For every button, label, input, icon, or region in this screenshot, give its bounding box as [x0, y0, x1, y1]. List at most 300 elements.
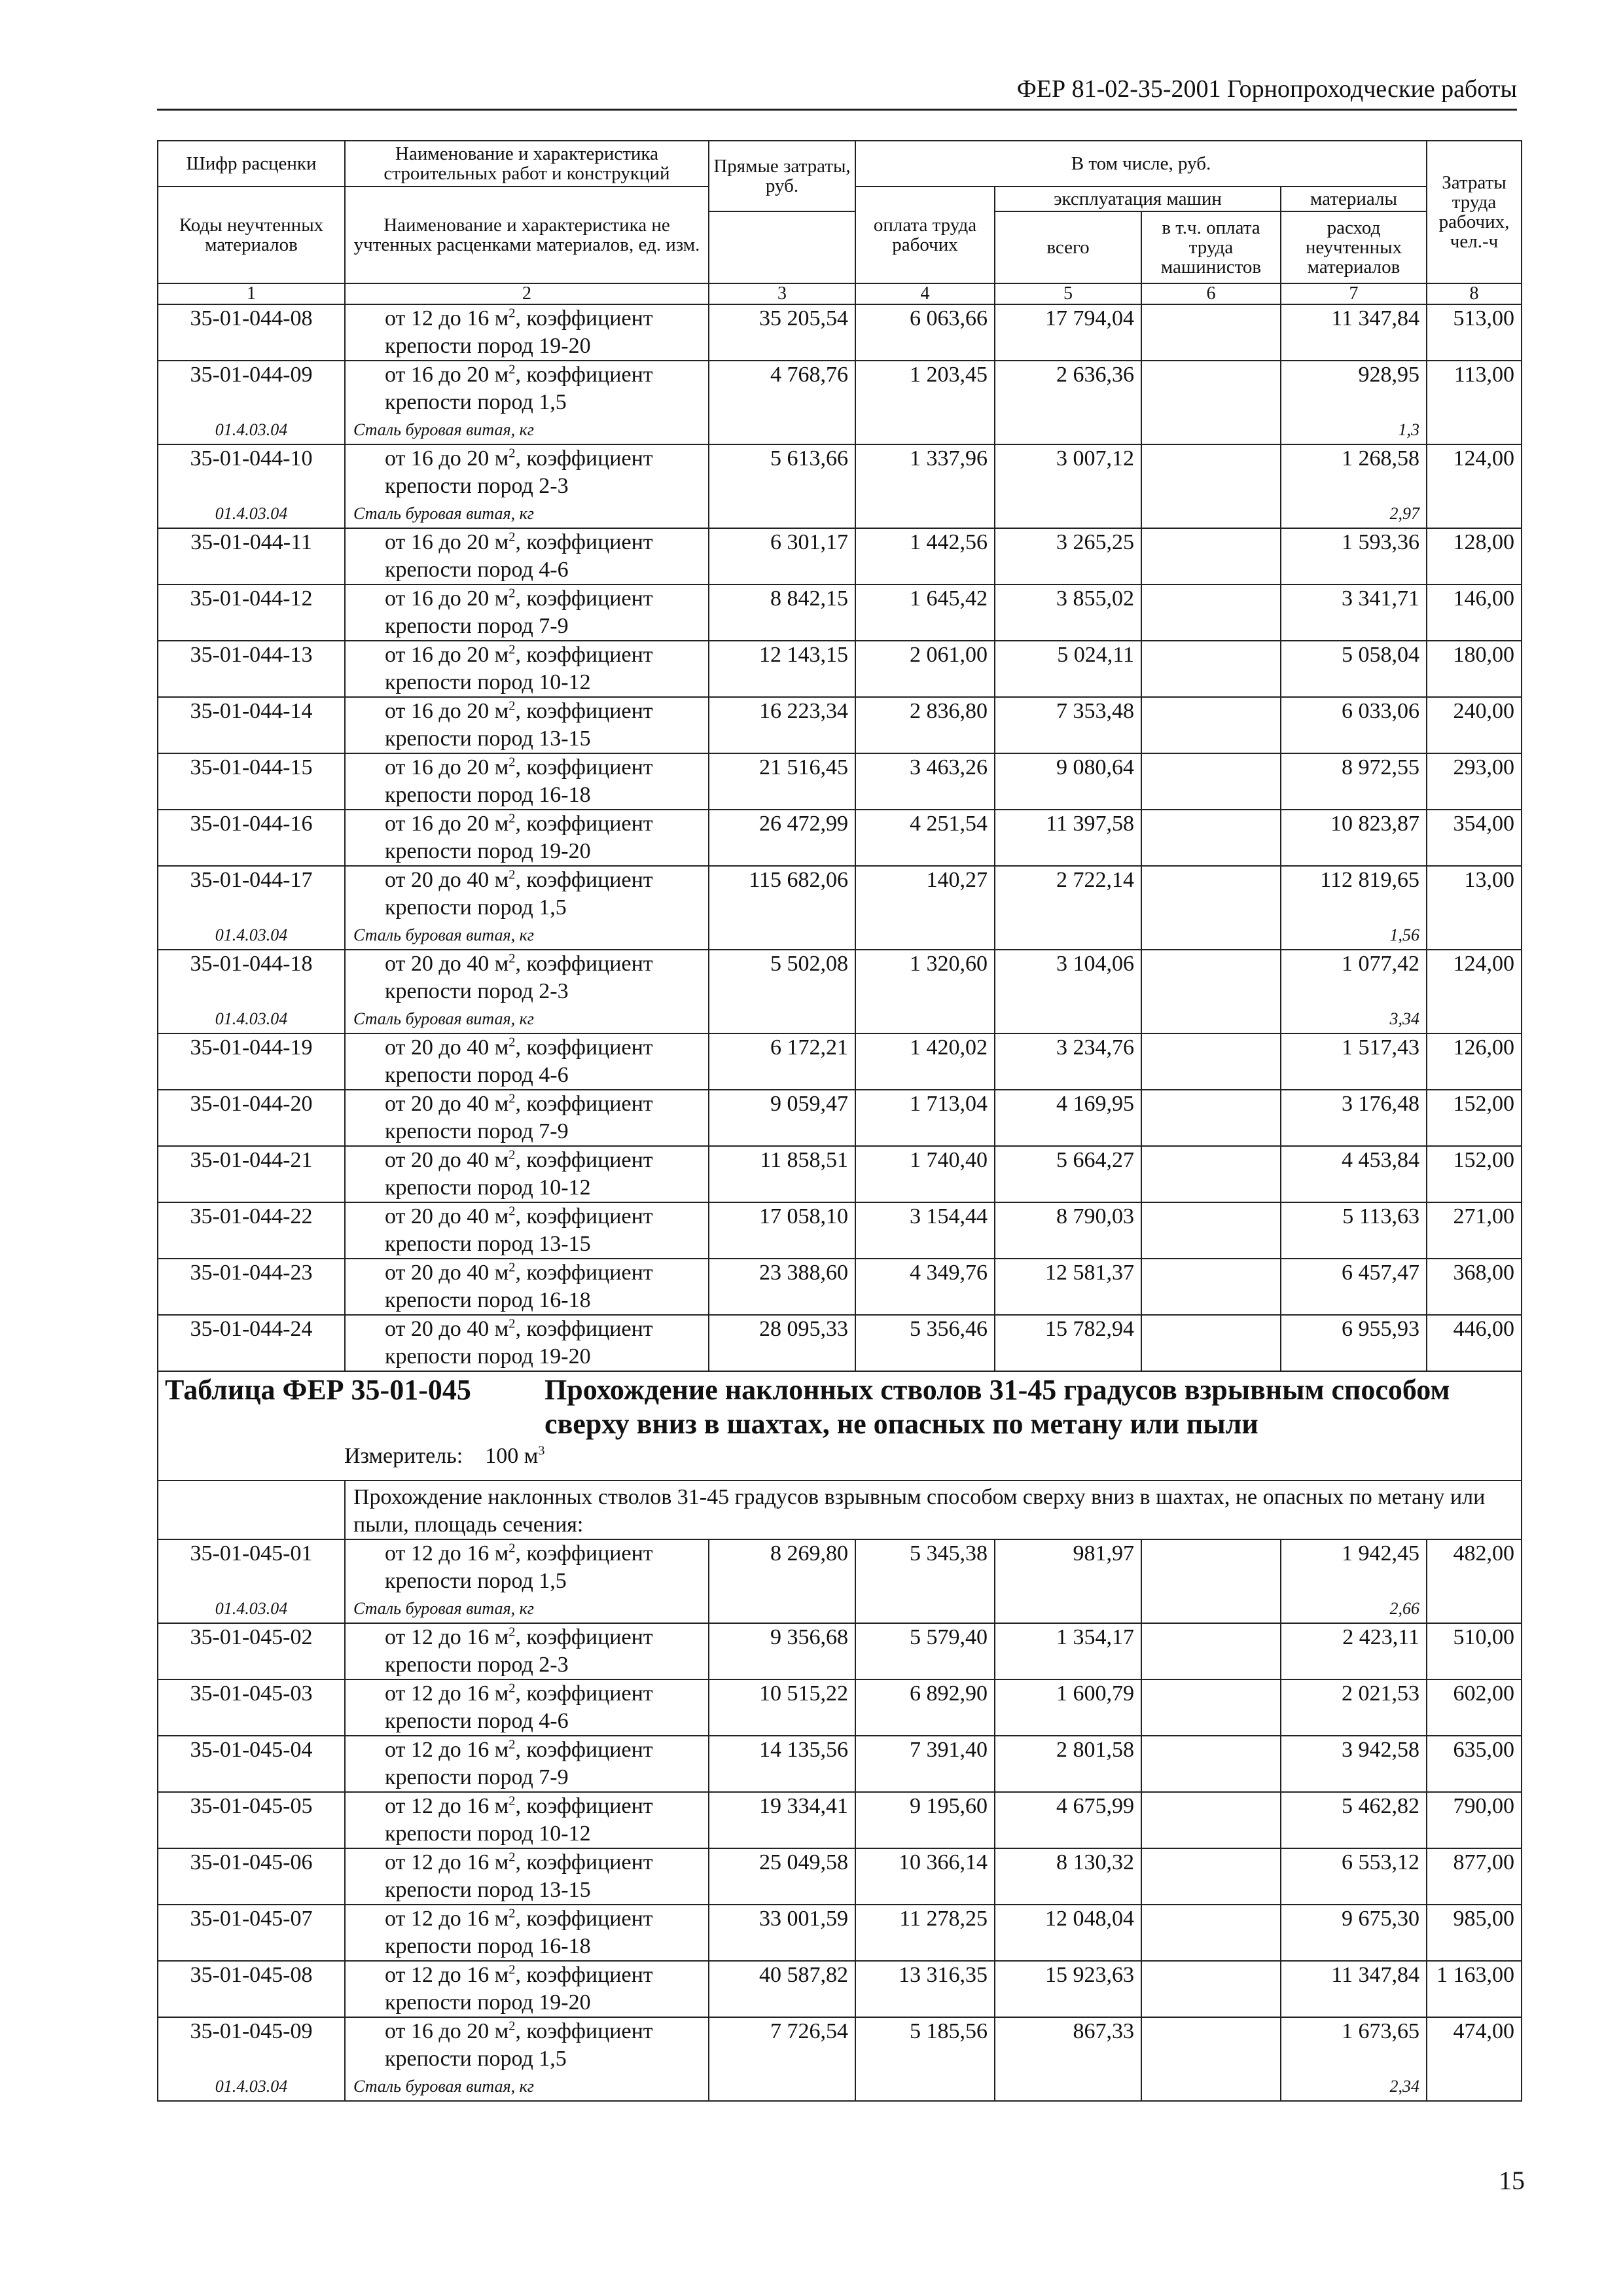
empty-cell — [995, 1598, 1141, 1623]
work-name-line1-rest: , коэффициент — [515, 363, 653, 387]
machine-wage-costs — [1141, 1033, 1281, 1090]
labor-costs: 510,00 — [1427, 1623, 1522, 1679]
table-row — [158, 1905, 1522, 1961]
table-row — [158, 1315, 1522, 1371]
unit-square-sup: 2 — [508, 1035, 516, 1050]
desc-empty — [158, 1480, 345, 1539]
table-045-description: Прохождение наклонных стволов 31-45 градусов взрывным способом сверху вниз в шахтах, не опасных по метану или пыли, площадь сечения: — [345, 1480, 1522, 1539]
labor-costs: 446,00 — [1427, 1315, 1522, 1371]
material-subrow — [158, 1009, 1522, 1033]
machine-costs: 3 104,06 — [995, 950, 1141, 1009]
machine-wage-costs — [1141, 361, 1281, 420]
rate-code: 35-01-045-07 — [158, 1905, 345, 1961]
colnum: 2 — [345, 283, 709, 304]
rate-code: 35-01-045-03 — [158, 1679, 345, 1736]
unit-square-sup: 2 — [508, 1541, 516, 1556]
unit-square-sup: 2 — [508, 586, 516, 601]
rate-code: 35-01-044-08 — [158, 304, 345, 361]
work-name-line1-rest: , коэффициент — [515, 1681, 653, 1706]
rate-code: 35-01-044-21 — [158, 1146, 345, 1202]
material-qty: 2,34 — [1281, 2076, 1427, 2101]
machine-costs: 11 397,58 — [995, 810, 1141, 866]
work-description — [345, 1736, 709, 1792]
rate-code: 35-01-045-02 — [158, 1623, 345, 1679]
work-name-line2: крепости пород 1,5 — [385, 895, 567, 920]
machine-wage-costs — [1141, 1679, 1281, 1736]
unit-square-sup: 2 — [508, 811, 516, 826]
rate-code: 35-01-044-17 — [158, 866, 345, 925]
work-name-line2: крепости пород 1,5 — [385, 390, 567, 414]
work-description — [345, 697, 709, 753]
material-subrow — [158, 1598, 1522, 1623]
material-subrow — [158, 503, 1522, 528]
work-name-line2: крепости пород 7-9 — [385, 614, 569, 638]
work-name-line1-rest: , коэффициент — [515, 643, 653, 667]
work-name-line1-rest: , коэффициент — [515, 1794, 653, 1818]
material-costs: 1 942,45 — [1281, 1539, 1427, 1598]
labor-costs: 113,00 — [1427, 361, 1522, 420]
work-name-line1-rest: , коэффициент — [515, 755, 653, 780]
work-name-line2: крепости пород 1,5 — [385, 1569, 567, 1593]
direct-costs: 16 223,34 — [709, 697, 855, 753]
machine-costs: 2 801,58 — [995, 1736, 1141, 1792]
work-description — [345, 1961, 709, 2017]
empty-cell — [855, 420, 995, 444]
direct-costs: 8 269,80 — [709, 1539, 855, 1598]
table-045-description-row — [158, 1480, 1522, 1539]
direct-costs: 17 058,10 — [709, 1202, 855, 1259]
material-costs: 1 268,58 — [1281, 444, 1427, 503]
unit-square-sup: 2 — [508, 1147, 516, 1162]
head-materials: материалы — [1281, 187, 1427, 211]
page-number: 15 — [1499, 2166, 1525, 2195]
material-costs: 5 462,82 — [1281, 1792, 1427, 1848]
wage-costs: 5 185,56 — [855, 2017, 995, 2076]
work-description — [345, 2017, 709, 2076]
unit-square-sup: 2 — [508, 1962, 516, 1977]
work-name-line1: от 12 до 16 м — [385, 1625, 509, 1649]
work-name-line1: от 20 до 40 м — [385, 1204, 509, 1229]
work-description — [345, 1905, 709, 1961]
empty-cell — [855, 1009, 995, 1033]
work-name-line1-rest: , коэффициент — [515, 1907, 653, 1931]
machine-wage-costs — [1141, 1848, 1281, 1905]
material-costs: 1 673,65 — [1281, 2017, 1427, 2076]
machine-costs: 1 354,17 — [995, 1623, 1141, 1679]
direct-costs: 6 301,17 — [709, 528, 855, 584]
work-description — [345, 1033, 709, 1090]
work-description — [345, 1679, 709, 1736]
table-row — [158, 1259, 1522, 1315]
work-description — [345, 641, 709, 697]
empty-cell — [709, 2076, 855, 2101]
direct-costs: 5 502,08 — [709, 950, 855, 1009]
material-code: 01.4.03.04 — [158, 1598, 345, 1623]
labor-costs: 790,00 — [1427, 1792, 1522, 1848]
table-row — [158, 697, 1522, 753]
machine-wage-costs — [1141, 2017, 1281, 2076]
wage-costs: 6 063,66 — [855, 304, 995, 361]
rate-code: 35-01-045-06 — [158, 1848, 345, 1905]
work-name-line2: крепости пород 4-6 — [385, 558, 569, 582]
machine-wage-costs — [1141, 1315, 1281, 1371]
direct-costs: 28 095,33 — [709, 1315, 855, 1371]
labor-costs: 126,00 — [1427, 1033, 1522, 1090]
direct-costs: 21 516,45 — [709, 753, 855, 810]
rate-code: 35-01-044-15 — [158, 753, 345, 810]
material-qty: 2,66 — [1281, 1598, 1427, 1623]
material-subrow — [158, 2076, 1522, 2101]
work-description — [345, 866, 709, 925]
measure-sup: 3 — [538, 1443, 545, 1458]
work-description — [345, 584, 709, 641]
labor-costs: 240,00 — [1427, 697, 1522, 753]
machine-costs: 867,33 — [995, 2017, 1141, 2076]
material-costs: 2 021,53 — [1281, 1679, 1427, 1736]
work-description — [345, 1623, 709, 1679]
table-row — [158, 1736, 1522, 1792]
table-row — [158, 1792, 1522, 1848]
table-row — [158, 1623, 1522, 1679]
wage-costs: 5 579,40 — [855, 1623, 995, 1679]
table-row — [158, 1539, 1522, 1598]
rate-code: 35-01-045-04 — [158, 1736, 345, 1792]
labor-costs: 1 163,00 — [1427, 1961, 1522, 2017]
work-name-line2: крепости пород 2-3 — [385, 979, 569, 1003]
material-qty: 3,34 — [1281, 1009, 1427, 1033]
labor-costs: 474,00 — [1427, 2017, 1522, 2076]
rate-code: 35-01-044-18 — [158, 950, 345, 1009]
work-description — [345, 1539, 709, 1598]
colnum: 5 — [995, 283, 1141, 304]
table-row — [158, 641, 1522, 697]
rate-code: 35-01-044-13 — [158, 641, 345, 697]
work-name-line2: крепости пород 16-18 — [385, 783, 591, 807]
unit-square-sup: 2 — [508, 698, 516, 713]
work-name-line1: от 12 до 16 м — [385, 1907, 509, 1931]
work-description — [345, 1315, 709, 1371]
work-description — [345, 810, 709, 866]
wage-costs: 4 251,54 — [855, 810, 995, 866]
head-material-names: Наименование и характеристика не учтенных расценками материалов, ед. изм. — [345, 187, 709, 283]
empty-cell — [709, 420, 855, 444]
direct-costs: 12 143,15 — [709, 641, 855, 697]
table-045-label: Таблица ФЕР 35-01-045 — [165, 1374, 471, 1406]
empty-cell — [855, 2076, 995, 2101]
machine-wage-costs — [1141, 1623, 1281, 1679]
document-title: ФЕР 81-02-35-2001 Горнопроходческие работы — [1016, 75, 1517, 103]
head-work-name: Наименование и характеристика строительных работ и конструкций — [345, 141, 709, 187]
direct-costs: 9 059,47 — [709, 1090, 855, 1146]
wage-costs: 11 278,25 — [855, 1905, 995, 1961]
colnum: 4 — [855, 283, 995, 304]
work-description — [345, 1848, 709, 1905]
rate-code: 35-01-044-20 — [158, 1090, 345, 1146]
colnum: 6 — [1141, 283, 1281, 304]
head-materials-usage: расход неучтенных материалов — [1281, 211, 1427, 283]
work-name-line1: от 16 до 20 м — [385, 699, 509, 723]
material-costs: 1 077,42 — [1281, 950, 1427, 1009]
empty-cell — [995, 2076, 1141, 2101]
work-name-line1-rest: , коэффициент — [515, 1625, 653, 1649]
machine-wage-costs — [1141, 528, 1281, 584]
material-costs: 6 553,12 — [1281, 1848, 1427, 1905]
wage-costs: 13 316,35 — [855, 1961, 995, 2017]
machine-costs: 3 007,12 — [995, 444, 1141, 503]
work-name-line1-rest: , коэффициент — [515, 868, 653, 892]
unit-square-sup: 2 — [508, 951, 516, 966]
unit-square-sup: 2 — [508, 1624, 516, 1640]
direct-costs: 14 135,56 — [709, 1736, 855, 1792]
table-row — [158, 866, 1522, 925]
head-direct-spacer — [709, 211, 855, 283]
work-description — [345, 1259, 709, 1315]
work-name-line1: от 16 до 20 м — [385, 530, 509, 554]
work-name-line1-rest: , коэффициент — [515, 446, 653, 471]
table-row — [158, 1202, 1522, 1259]
work-name-line1: от 16 до 20 м — [385, 755, 509, 780]
empty-cell — [1427, 1009, 1522, 1033]
labor-costs: 128,00 — [1427, 528, 1522, 584]
material-costs: 11 347,84 — [1281, 304, 1427, 361]
direct-costs: 115 682,06 — [709, 866, 855, 925]
material-qty: 2,97 — [1281, 503, 1427, 528]
labor-costs: 124,00 — [1427, 950, 1522, 1009]
direct-costs: 10 515,22 — [709, 1679, 855, 1736]
work-name-line2: крепости пород 19-20 — [385, 1990, 591, 2015]
head-direct-costs: Прямые затраты, руб. — [709, 141, 855, 211]
material-costs: 1 517,43 — [1281, 1033, 1427, 1090]
work-name-line1: от 20 до 40 м — [385, 1092, 509, 1116]
work-name-line1-rest: , коэффициент — [515, 2019, 653, 2043]
labor-costs: 293,00 — [1427, 753, 1522, 810]
work-name-line2: крепости пород 7-9 — [385, 1765, 569, 1789]
table-row — [158, 810, 1522, 866]
work-name-line1: от 20 до 40 м — [385, 1261, 509, 1285]
empty-cell — [1427, 2076, 1522, 2101]
work-name-line1: от 12 до 16 м — [385, 1794, 509, 1818]
wage-costs: 5 345,38 — [855, 1539, 995, 1598]
work-name-line1: от 20 до 40 м — [385, 952, 509, 976]
machine-costs: 12 581,37 — [995, 1259, 1141, 1315]
empty-cell — [1141, 420, 1281, 444]
material-code: 01.4.03.04 — [158, 2076, 345, 2101]
table-row — [158, 584, 1522, 641]
work-name-line1: от 16 до 20 м — [385, 586, 509, 611]
machine-wage-costs — [1141, 1090, 1281, 1146]
page-header — [157, 77, 1517, 111]
material-name: Сталь буровая витая, кг — [345, 2076, 709, 2101]
colnum: 1 — [158, 283, 345, 304]
unit-square-sup: 2 — [508, 529, 516, 545]
table-row — [158, 528, 1522, 584]
machine-costs: 9 080,64 — [995, 753, 1141, 810]
work-name-line1-rest: , коэффициент — [515, 1148, 653, 1172]
rate-code: 35-01-045-08 — [158, 1961, 345, 2017]
labor-costs: 513,00 — [1427, 304, 1522, 361]
work-name-line2: крепости пород 13-15 — [385, 726, 591, 751]
empty-cell — [995, 420, 1141, 444]
rates-table — [157, 140, 1522, 2102]
work-description — [345, 1146, 709, 1202]
material-subrow — [158, 420, 1522, 444]
direct-costs: 40 587,82 — [709, 1961, 855, 2017]
machine-costs: 4 169,95 — [995, 1090, 1141, 1146]
table-row — [158, 2017, 1522, 2076]
work-name-line2: крепости пород 10-12 — [385, 670, 591, 694]
material-costs: 6 457,47 — [1281, 1259, 1427, 1315]
machine-costs: 12 048,04 — [995, 1905, 1141, 1961]
work-name-line1: от 12 до 16 м — [385, 306, 509, 331]
work-name-line1-rest: , коэффициент — [515, 1092, 653, 1116]
wage-costs: 1 337,96 — [855, 444, 995, 503]
wage-costs: 1 442,56 — [855, 528, 995, 584]
unit-square-sup: 2 — [508, 446, 516, 461]
direct-costs: 26 472,99 — [709, 810, 855, 866]
labor-costs: 354,00 — [1427, 810, 1522, 866]
empty-cell — [1141, 925, 1281, 950]
material-name: Сталь буровая витая, кг — [345, 1598, 709, 1623]
work-description — [345, 444, 709, 503]
work-name-line2: крепости пород 10-12 — [385, 1175, 591, 1200]
empty-cell — [1141, 2076, 1281, 2101]
work-name-line1: от 16 до 20 м — [385, 812, 509, 836]
machine-costs: 17 794,04 — [995, 304, 1141, 361]
head-including: В том числе, руб. — [855, 141, 1427, 187]
work-description — [345, 528, 709, 584]
labor-costs: 602,00 — [1427, 1679, 1522, 1736]
direct-costs: 11 858,51 — [709, 1146, 855, 1202]
machine-costs: 1 600,79 — [995, 1679, 1141, 1736]
machine-wage-costs — [1141, 584, 1281, 641]
labor-costs: 368,00 — [1427, 1259, 1522, 1315]
work-name-line1: от 12 до 16 м — [385, 1850, 509, 1874]
work-description — [345, 1202, 709, 1259]
material-name: Сталь буровая витая, кг — [345, 925, 709, 950]
machine-costs: 2 636,36 — [995, 361, 1141, 420]
rate-code: 35-01-044-09 — [158, 361, 345, 420]
work-name-line1-rest: , коэффициент — [515, 699, 653, 723]
work-name-line1: от 12 до 16 м — [385, 1963, 509, 1987]
machine-wage-costs — [1141, 950, 1281, 1009]
work-description — [345, 361, 709, 420]
table-row — [158, 304, 1522, 361]
machine-wage-costs — [1141, 641, 1281, 697]
material-costs: 3 176,48 — [1281, 1090, 1427, 1146]
rate-code: 35-01-045-05 — [158, 1792, 345, 1848]
empty-cell — [1427, 503, 1522, 528]
unit-square-sup: 2 — [508, 362, 516, 377]
machine-wage-costs — [1141, 1905, 1281, 1961]
empty-cell — [855, 503, 995, 528]
unit-square-sup: 2 — [508, 1906, 516, 1921]
work-description — [345, 753, 709, 810]
machine-costs: 3 265,25 — [995, 528, 1141, 584]
work-description — [345, 1792, 709, 1848]
empty-cell — [995, 925, 1141, 950]
head-machines: эксплуатация машин — [995, 187, 1281, 211]
material-name: Сталь буровая витая, кг — [345, 1009, 709, 1033]
machine-wage-costs — [1141, 444, 1281, 503]
direct-costs: 5 613,66 — [709, 444, 855, 503]
empty-cell — [855, 1598, 995, 1623]
work-name-line1-rest: , коэффициент — [515, 1738, 653, 1762]
direct-costs: 8 842,15 — [709, 584, 855, 641]
machine-wage-costs — [1141, 866, 1281, 925]
column-numbers-row — [158, 283, 1522, 304]
wage-costs: 1 645,42 — [855, 584, 995, 641]
material-costs: 4 453,84 — [1281, 1146, 1427, 1202]
machine-costs: 3 855,02 — [995, 584, 1141, 641]
material-code: 01.4.03.04 — [158, 503, 345, 528]
rate-code: 35-01-045-01 — [158, 1539, 345, 1598]
machine-wage-costs — [1141, 304, 1281, 361]
empty-cell — [709, 503, 855, 528]
work-name-line2: крепости пород 4-6 — [385, 1063, 569, 1087]
material-costs: 11 347,84 — [1281, 1961, 1427, 2017]
empty-cell — [709, 1598, 855, 1623]
work-name-line1-rest: , коэффициент — [515, 1963, 653, 1987]
material-costs: 112 819,65 — [1281, 866, 1427, 925]
material-code: 01.4.03.04 — [158, 420, 345, 444]
rate-code: 35-01-044-14 — [158, 697, 345, 753]
wage-costs: 6 892,90 — [855, 1679, 995, 1736]
unit-square-sup: 2 — [508, 1091, 516, 1106]
direct-costs: 35 205,54 — [709, 304, 855, 361]
machine-wage-costs — [1141, 810, 1281, 866]
work-name-line1: от 16 до 20 м — [385, 363, 509, 387]
rate-code: 35-01-044-24 — [158, 1315, 345, 1371]
machine-wage-costs — [1141, 1961, 1281, 2017]
work-name-line1-rest: , коэффициент — [515, 586, 653, 611]
work-name-line2: крепости пород 16-18 — [385, 1934, 591, 1958]
labor-costs: 635,00 — [1427, 1736, 1522, 1792]
empty-cell — [995, 503, 1141, 528]
material-costs: 9 675,30 — [1281, 1905, 1427, 1961]
rate-code: 35-01-044-11 — [158, 528, 345, 584]
head-machines-wage: в т.ч. оплата труда машинистов — [1141, 211, 1281, 283]
direct-costs: 7 726,54 — [709, 2017, 855, 2076]
material-costs: 8 972,55 — [1281, 753, 1427, 810]
table-row — [158, 1961, 1522, 2017]
machine-costs: 15 923,63 — [995, 1961, 1141, 2017]
labor-costs: 124,00 — [1427, 444, 1522, 503]
material-name: Сталь буровая витая, кг — [345, 503, 709, 528]
work-name-line2: крепости пород 19-20 — [385, 334, 591, 358]
unit-square-sup: 2 — [508, 1737, 516, 1752]
material-name: Сталь буровая витая, кг — [345, 420, 709, 444]
work-name-line2: крепости пород 13-15 — [385, 1878, 591, 1902]
direct-costs: 25 049,58 — [709, 1848, 855, 1905]
table-row — [158, 1090, 1522, 1146]
colnum: 7 — [1281, 283, 1427, 304]
machine-wage-costs — [1141, 1736, 1281, 1792]
material-costs: 928,95 — [1281, 361, 1427, 420]
work-description — [345, 950, 709, 1009]
rate-code: 35-01-044-16 — [158, 810, 345, 866]
labor-costs: 152,00 — [1427, 1090, 1522, 1146]
direct-costs: 33 001,59 — [709, 1905, 855, 1961]
direct-costs: 6 172,21 — [709, 1033, 855, 1090]
machine-wage-costs — [1141, 1792, 1281, 1848]
work-name-line1: от 12 до 16 м — [385, 1681, 509, 1706]
machine-wage-costs — [1141, 1146, 1281, 1202]
labor-costs: 146,00 — [1427, 584, 1522, 641]
work-name-line1-rest: , коэффициент — [515, 812, 653, 836]
machine-costs: 981,97 — [995, 1539, 1141, 1598]
table-row — [158, 950, 1522, 1009]
table-row — [158, 1679, 1522, 1736]
